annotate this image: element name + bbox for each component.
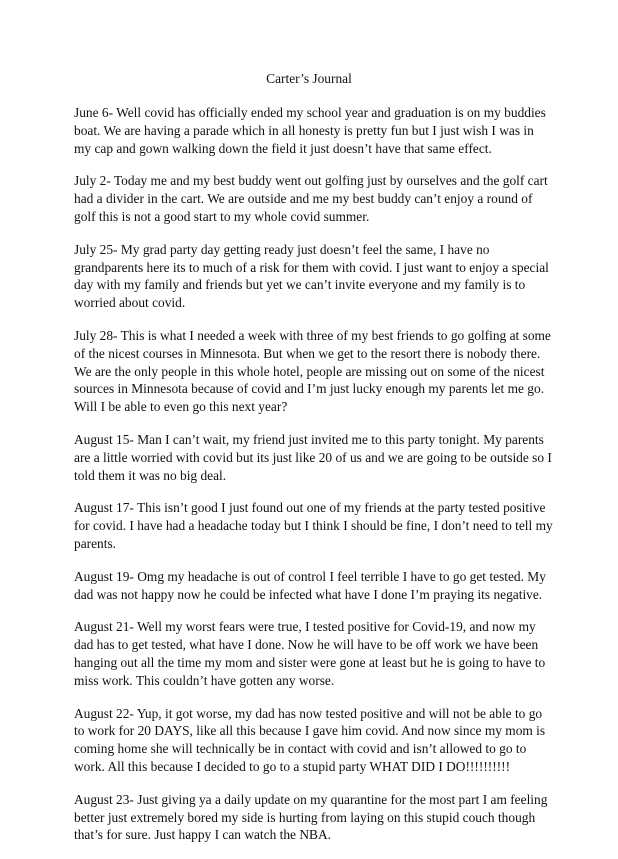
journal-entry-august-15: August 15- Man I can’t wait, my friend just invited me to this party tonight. My parents are a little worried with covid but its just like 20 of us and we are going to be outside so I told them it was no big deal. <box>74 431 552 483</box>
document-title: Carter’s Journal <box>266 71 352 86</box>
journal-entry-august-22: August 22- Yup, it got worse, my dad has now tested positive and will not be able to go to work for 20 DAYS, like all this because I gave him covid. And now since my mom is coming home she will technically be in contact with covid and isn’t allowed to go to work. All this because I decided to go to a stupid party WHAT DID I DO!!!!!!!!!! <box>74 705 546 774</box>
journal-entry-july-2: July 2- Today me and my best buddy went out golfing just by ourselves and the golf cart had a divider in the cart. We are outside and me my best buddy can’t enjoy a round of golf this is not a good start to my whole covid summer. <box>74 173 548 224</box>
journal-entry-august-23: August 23- Just giving ya a daily update on my quarantine for the most part I am feeling better just extremely bored my side is hurting from laying on this stupid couch though that’s for sure. Just happy I can watch the NBA. <box>74 791 548 843</box>
journal-entry-june-6: June 6- Well covid has officially ended my school year and graduation is on my buddies boat. We are having a parade which in all honesty is pretty fun but I just wish I was in my cap and gown walking down the field it just doesn’t have that same effect. <box>74 105 546 156</box>
journal-entry-august-17: August 17- This isn’t good I just found out one of my friends at the party tested positive for covid. I have had a headache today but I think I should be fine, I don’t need to tell my parents. <box>74 500 553 551</box>
journal-entry-august-19: August 19- Omg my headache is out of control I feel terrible I have to go get tested. My dad was not happy now he could be infected what have I done I’m praying its negative. <box>74 568 546 602</box>
journal-entry-august-21: August 21- Well my worst fears were true, I tested positive for Covid-19, and now my dad has to get tested, what have I done. Now he will have to be off work we have been hanging out all the time my mom and sister were gone at least but he is going to have to miss work. This couldn’t have gotten any worse. <box>74 619 546 688</box>
journal-entries <box>74 104 554 859</box>
journal-entry-july-28: July 28- This is what I needed a week with three of my best friends to go golfing at some of the nicest courses in Minnesota. But when we get to the resort there is nobody there. We are the only people in this whole hotel, people are missing out on some of the nicest sources in Minnesota because of covid and I’m just lucky enough my parents let me go. Will I be able to even go this next year? <box>74 327 551 415</box>
journal-entry-july-25: July 25- My grad party day getting ready just doesn’t feel the same, I have no grandparents here its to much of a risk for them with covid. I just want to enjoy a special day with my family and friends but yet we can’t invite everyone and my family is to worried about covid. <box>74 241 549 311</box>
